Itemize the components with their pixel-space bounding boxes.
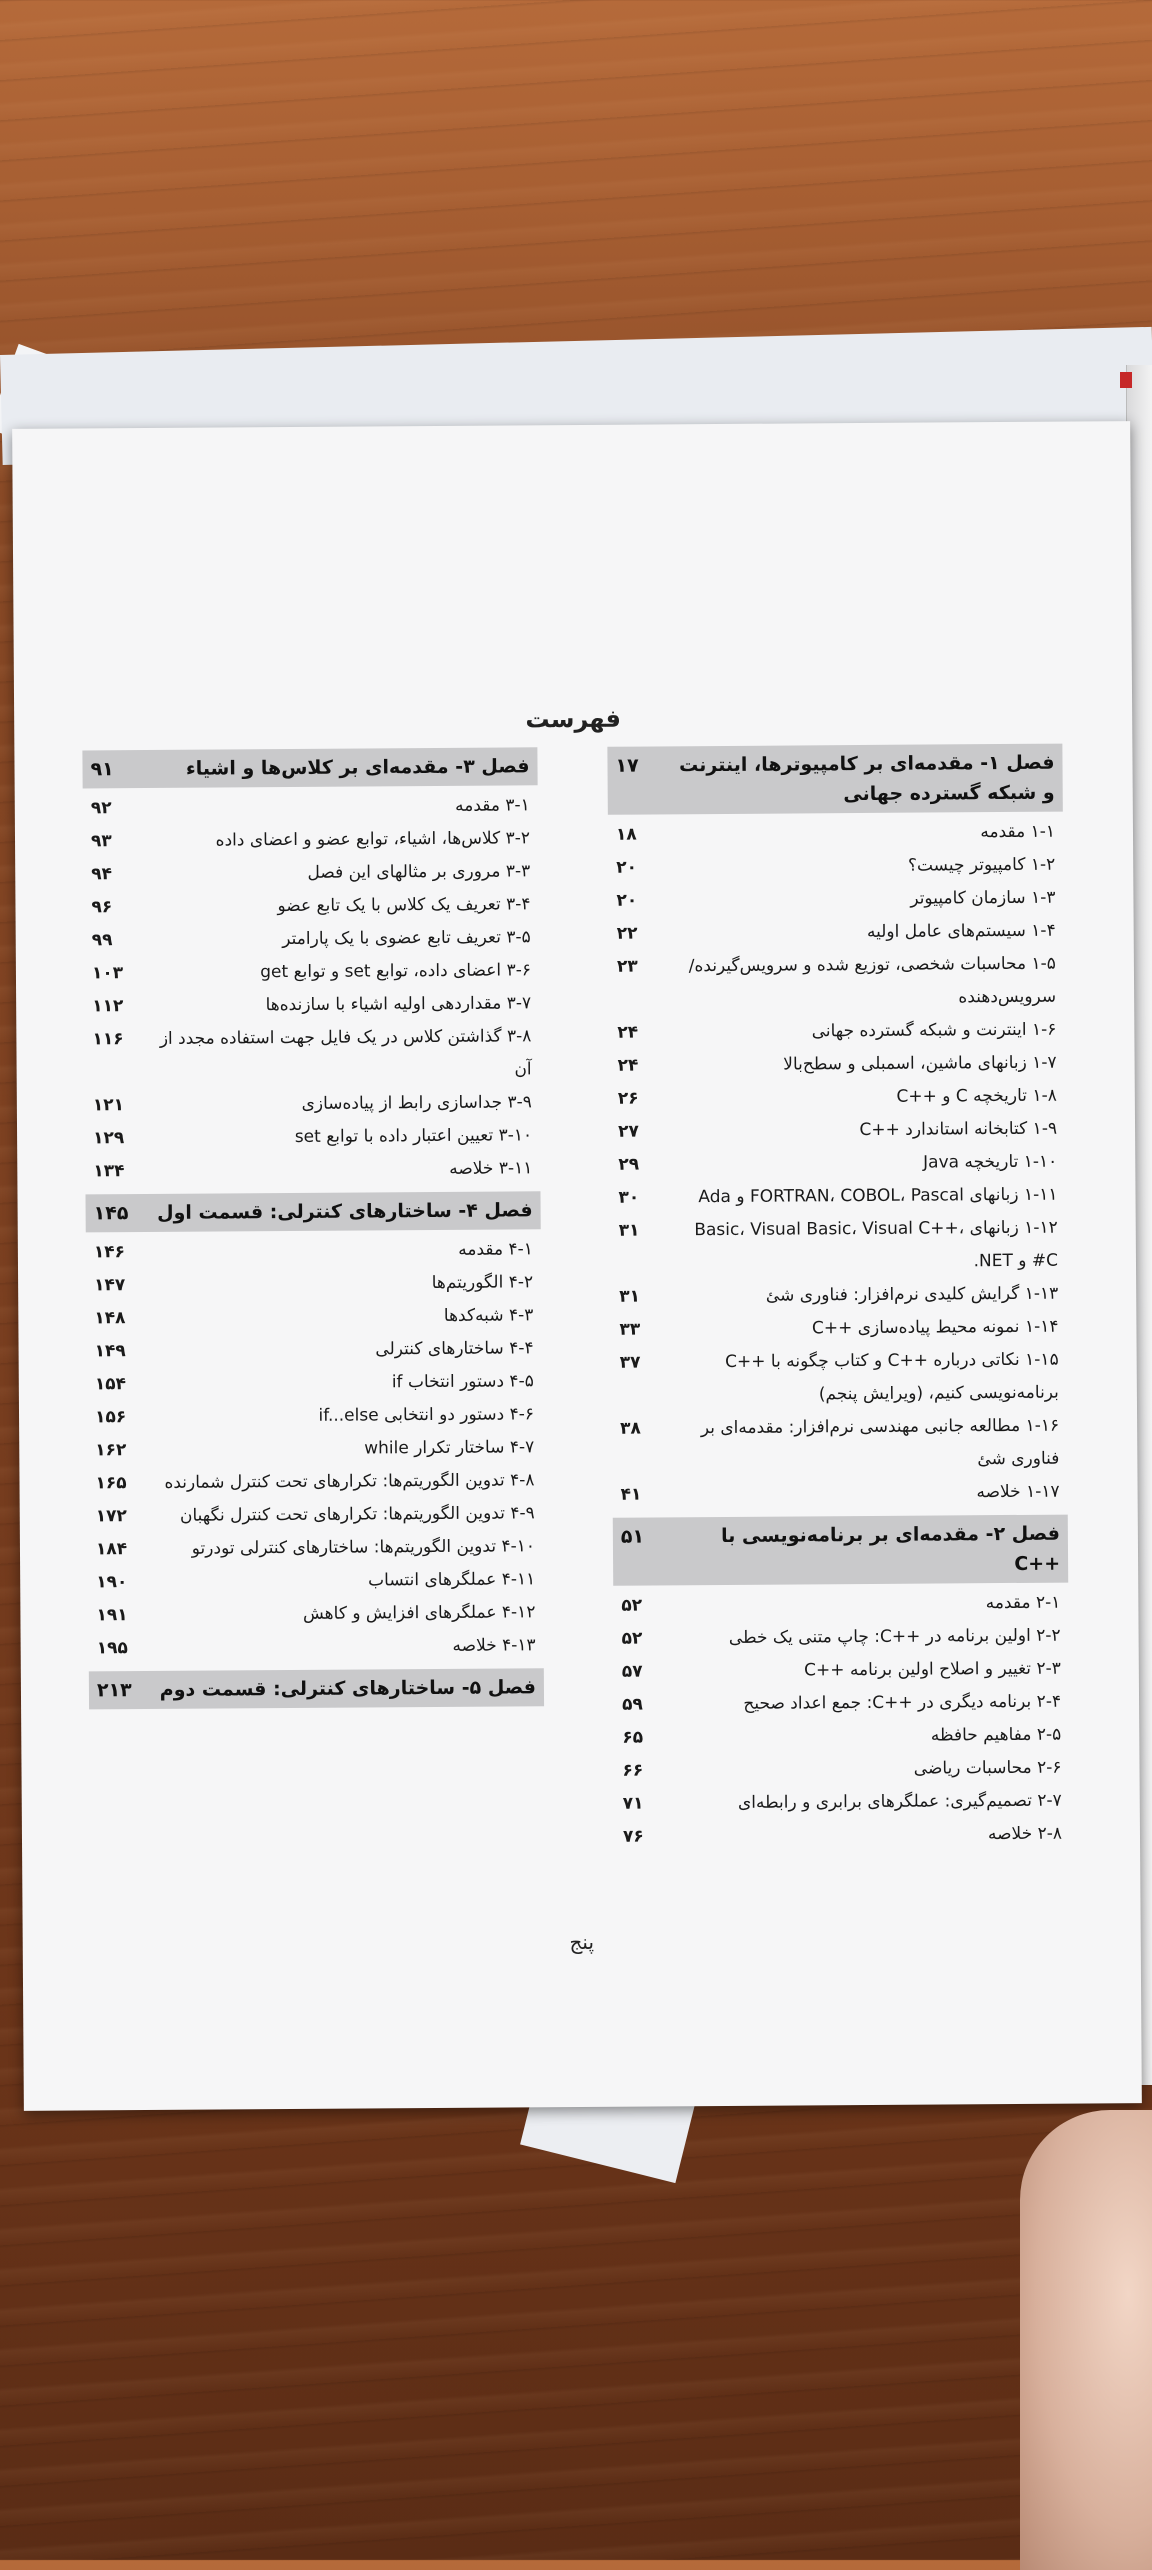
toc-entry-page: ۲۴	[617, 1055, 639, 1076]
toc-entry-page: ۱۳۴	[93, 1161, 125, 1182]
toc-entry-page: ۱۴۵	[93, 1202, 129, 1225]
toc-entry-title: ۳-۱۰ تعیین اعتبار داده با توابع set	[294, 1125, 533, 1147]
toc-entry-page: ۵۲	[621, 1595, 643, 1616]
toc-entry-title: فصل ۳- مقدمه‌ای بر کلاس‌ها و اشیاء	[185, 755, 530, 780]
toc-entry	[612, 1476, 1067, 1512]
toc-entry-title: ۳-۹ جداسازی رابط از پیاده‌سازی	[301, 1092, 532, 1114]
toc-entry-page: ۹۲	[90, 798, 112, 819]
toc-entry	[85, 1152, 540, 1188]
toc-entry-title: ۱-۱۳ گرایش کلیدی نرم‌افزار: فناوری شئ	[765, 1283, 1059, 1306]
toc-entry-page: ۲۰	[616, 857, 638, 878]
toc-entry-page: ۱۵۶	[94, 1407, 127, 1428]
toc-page	[12, 421, 1142, 2111]
toc-entry-page: ۱۸	[615, 824, 637, 845]
toc-entry	[614, 1653, 1069, 1689]
toc-entry-title: ۲-۷ تصمیم‌گیری: عملگرهای برابری و رابطه‌ای	[737, 1790, 1062, 1813]
finger	[1020, 2110, 1152, 2570]
toc-entry-title: ۴-۱ مقدمه	[458, 1239, 533, 1260]
toc-entry-title: ۱-۲ کامپیوتر چیست؟	[907, 854, 1056, 876]
toc-entry	[611, 1212, 1066, 1281]
toc-entry-page: ۵۱	[620, 1525, 645, 1548]
toc-chapter-heading	[85, 1191, 540, 1232]
toc-entry-title: ۱-۱۵ نکاتی درباره ++C و کتاب چگونه با ++C برنامه‌نویسی کنیم، (ویرایش پنجم)	[725, 1349, 1059, 1405]
toc-entry-page: ۲۴	[617, 1022, 639, 1043]
toc-entry	[84, 1020, 539, 1089]
toc-column-right	[607, 738, 1070, 1854]
toc-entry-page: ۹۶	[91, 897, 113, 918]
toc-entry-page: ۱۵۴	[94, 1374, 127, 1395]
toc-entry-title: فصل ۴- ساختارهای کنترلی: قسمت اول	[156, 1199, 533, 1224]
toc-entry	[83, 855, 538, 891]
toc-entry-page: ۲۰	[616, 890, 638, 911]
toc-entry-page: ۲۳	[616, 956, 638, 977]
toc-entry-title: ۱-۳ سازمان کامپیوتر	[910, 887, 1056, 909]
toc-entry-title: فصل ۲- مقدمه‌ای بر برنامه‌نویسی با ++C	[720, 1522, 1061, 1575]
toc-entry-title: ۴-۹ تدوین الگوریتم‌ها: تکرارهای تحت کنترل نگهبان	[179, 1503, 535, 1526]
toc-entry	[615, 1785, 1070, 1821]
toc-entry-page: ۲۲	[616, 923, 638, 944]
toc-entry-title: فصل ۱- مقدمه‌ای بر کامپیوترها، اینترنت و شبکه گسترده جهانی	[679, 751, 1055, 806]
toc-entry-title: ۴-۴ ساختارهای کنترلی	[375, 1338, 534, 1360]
toc-entry-title: ۴-۱۱ عملگرهای انتساب	[368, 1569, 536, 1591]
toc-entry-title: ۴-۵ دستور انتخاب if	[391, 1371, 534, 1393]
toc-entry-page: ۱۲۹	[93, 1128, 125, 1149]
toc-entry	[86, 1233, 541, 1269]
toc-entry-page: ۲۶	[617, 1088, 639, 1109]
toc-entry-page: ۱۹۱	[96, 1605, 128, 1626]
toc-entry-page: ۹۴	[91, 864, 113, 885]
toc-entry-title: ۴-۱۳ خلاصه	[452, 1635, 536, 1656]
toc-entry-title: ۳-۳ مروری بر مثالهای این فصل	[307, 861, 531, 883]
toc-entry-page: ۱۶۵	[95, 1473, 127, 1494]
toc-entry-title: ۱-۱ مقدمه	[980, 821, 1056, 843]
toc-entry-title: ۱-۷ زبانهای ماشین، اسمبلی و سطح‌بالا	[783, 1052, 1057, 1075]
toc-entry-title: ۱-۴ سیستم‌های عامل اولیه	[866, 920, 1056, 942]
toc-entry-title: ۳-۱ مقدمه	[455, 795, 530, 816]
toc-entry-page: ۹۱	[90, 758, 114, 781]
toc-entry-title: ۳-۸ گذاشتن کلاس در یک فایل جهت استفاده مجدد از آن	[159, 1026, 532, 1080]
toc-entry	[84, 987, 539, 1023]
toc-entry-title: ۴-۱۰ تدوین الگوریتم‌ها: ساختارهای کنترلی تودرتو	[191, 1536, 536, 1559]
toc-chapter-heading	[613, 1515, 1068, 1586]
toc-entry-page: ۱۹۰	[96, 1572, 128, 1593]
toc-entry	[609, 1047, 1064, 1083]
toc-entry-title: ۳-۱۱ خلاصه	[449, 1158, 533, 1179]
toc-entry	[608, 849, 1063, 885]
toc-entry-title: ۳-۷ مقداردهی اولیه اشیاء با سازنده‌ها	[265, 993, 532, 1016]
toc-entry-page: ۳۰	[618, 1187, 640, 1208]
toc-entry	[83, 822, 538, 858]
toc-entry-title: ۲-۲ اولین برنامه در ++C: چاپ متنی یک خطی	[728, 1625, 1061, 1648]
toc-entry-page: ۱۶۲	[95, 1440, 127, 1461]
toc-entry-page: ۷۱	[622, 1793, 644, 1814]
toc-entry-title: ۴-۲ الگوریتم‌ها	[431, 1272, 534, 1294]
toc-entry-title: ۱-۱۱ زبانهای FORTRAN، COBOL، Pascal و Ada	[698, 1184, 1058, 1208]
toc-entry	[87, 1431, 542, 1467]
toc-entry	[83, 888, 538, 924]
toc-entry	[88, 1563, 543, 1599]
toc-entry-title: ۲-۵ مفاهیم حافظه	[930, 1724, 1062, 1746]
toc-entry	[609, 1014, 1064, 1050]
toc-entry-title: ۴-۷ ساختار تکرار while	[364, 1437, 535, 1459]
page-title: فهرست	[525, 704, 622, 734]
toc-entry-page: ۳۱	[618, 1220, 640, 1241]
toc-entry-page: ۱۷۲	[95, 1506, 127, 1527]
toc-entry-page: ۹۹	[91, 930, 113, 951]
toc-entry-title: فصل ۵- ساختارهای کنترلی: قسمت دوم	[159, 1676, 537, 1701]
toc-entry-page: ۱۴۷	[94, 1275, 126, 1296]
toc-entry-title: ۱-۱۰ تاریخچه Java	[923, 1151, 1058, 1173]
toc-entry-title: ۱-۵ محاسبات شخصی، توزیع شده و سرویس‌گیرنده/سرویس‌دهنده	[688, 953, 1057, 1008]
toc-entry-page: ۳۷	[619, 1352, 641, 1373]
toc-entry-page: ۲۱۳	[96, 1679, 132, 1702]
toc-column-left	[82, 741, 544, 1713]
toc-entry-title: ۳-۴ تعریف یک کلاس با یک تابع عضو	[277, 894, 531, 917]
toc-entry-page: ۱۸۴	[95, 1539, 128, 1560]
toc-entry-page: ۴۱	[620, 1484, 642, 1505]
toc-entry	[611, 1311, 1066, 1347]
toc-entry-page: ۹۳	[90, 831, 112, 852]
toc-entry	[611, 1278, 1066, 1314]
toc-entry-page: ۵۹	[621, 1694, 643, 1715]
toc-entry-page: ۱۱۶	[92, 1029, 124, 1050]
toc-entry	[87, 1365, 542, 1401]
toc-entry-page: ۱۷	[615, 754, 639, 777]
toc-entry-page: ۱۴۶	[93, 1242, 126, 1263]
toc-entry	[614, 1752, 1069, 1788]
toc-chapter-heading	[82, 747, 537, 788]
toc-entry-page: ۵۷	[621, 1661, 643, 1682]
toc-entry	[85, 1119, 540, 1155]
toc-entry	[608, 882, 1063, 918]
toc-entry-title: ۲-۳ تغییر و اصلاح اولین برنامه ++C	[804, 1658, 1061, 1681]
toc-chapter-heading	[607, 744, 1062, 815]
toc-entry	[86, 1266, 541, 1302]
toc-entry-title: ۲-۱ مقدمه	[985, 1592, 1061, 1614]
toc-entry	[608, 816, 1063, 852]
toc-entry	[612, 1344, 1067, 1413]
toc-entry-page: ۳۱	[619, 1286, 641, 1307]
toc-entry	[609, 948, 1064, 1017]
toc-entry-title: ۲-۸ خلاصه	[987, 1823, 1063, 1845]
toc-entry	[85, 1086, 540, 1122]
spine-mark	[1120, 372, 1132, 388]
toc-entry-title: ۱-۱۲ زبانهای Basic، Visual Basic، Visual C++، C# و NET.	[694, 1217, 1059, 1272]
toc-entry	[87, 1464, 542, 1500]
toc-entry	[88, 1497, 543, 1533]
toc-chapter-heading	[89, 1668, 544, 1709]
toc-entry	[614, 1719, 1069, 1755]
toc-entry-page: ۲۷	[617, 1121, 639, 1142]
toc-entry-title: ۲-۶ محاسبات ریاضی	[913, 1757, 1062, 1779]
toc-entry-page: ۵۲	[621, 1628, 643, 1649]
toc-entry	[614, 1686, 1069, 1722]
toc-entry	[86, 1299, 541, 1335]
toc-entry-title: ۱-۱۴ نمونه محیط پیاده‌سازی ++C	[811, 1316, 1059, 1339]
toc-entry-title: ۱-۶ اینترنت و شبکه گسترده جهانی	[811, 1019, 1057, 1042]
toc-entry-title: ۳-۲ کلاس‌ها، اشیاء، توابع عضو و اعضای داده	[215, 828, 531, 851]
toc-entry-title: ۴-۳ شبه‌کدها	[443, 1305, 534, 1326]
toc-entry	[610, 1146, 1065, 1182]
toc-entry	[610, 1080, 1065, 1116]
toc-entry	[613, 1587, 1068, 1623]
toc-entry-page: ۱۱۲	[92, 996, 124, 1017]
toc-entry	[610, 1113, 1065, 1149]
toc-entry	[86, 1332, 541, 1368]
toc-entry-page: ۱۴۸	[94, 1308, 126, 1329]
toc-entry-page: ۷۶	[622, 1826, 644, 1847]
toc-entry-page: ۳۳	[619, 1319, 641, 1340]
toc-entry	[613, 1620, 1068, 1656]
toc-entry	[88, 1596, 543, 1632]
toc-entry-page: ۳۸	[620, 1418, 641, 1439]
toc-entry-title: ۱-۱۶ مطالعه جانبی مهندسی نرم‌افزار: مقدمه‌ای بر فناوری شئ	[700, 1415, 1060, 1470]
page-footer: پنج	[569, 1929, 595, 1955]
toc-entry-title: ۴-۸ تدوین الگوریتم‌ها: تکرارهای تحت کنترل شمارنده	[164, 1470, 535, 1493]
toc-entry-title: ۲-۴ برنامه دیگری در ++C: جمع اعداد صحیح	[743, 1691, 1062, 1714]
toc-entry-page: ۱۹۵	[96, 1638, 128, 1659]
toc-entry	[83, 789, 538, 825]
toc-entry	[84, 954, 539, 990]
toc-entry-page: ۶۶	[622, 1760, 644, 1781]
toc-entry	[88, 1530, 543, 1566]
toc-entry-title: ۳-۵ تعریف تابع عضوی با یک پارامتر	[282, 927, 531, 950]
toc-entry-title: ۳-۶ اعضای داده، توابع set و توابع get	[260, 960, 532, 983]
toc-entry-title: ۱-۹ کتابخانه استاندارد ++C	[859, 1118, 1058, 1141]
toc-entry	[87, 1398, 542, 1434]
toc-entry	[610, 1179, 1065, 1215]
toc-entry-title: ۴-۱۲ عملگرهای افزایش و کاهش	[302, 1602, 536, 1624]
toc-entry	[615, 1818, 1070, 1854]
toc-entry-page: ۱۴۹	[94, 1341, 126, 1362]
toc-entry	[84, 921, 539, 957]
toc-entry-title: ۱-۱۷ خلاصه	[976, 1481, 1060, 1503]
toc-entry-title: ۱-۸ تاریخچه C و ++C	[896, 1085, 1057, 1107]
toc-entry-page: ۲۹	[618, 1154, 640, 1175]
toc-entry	[612, 1410, 1067, 1479]
toc-entry-title: ۴-۶ دستور دو انتخابی if...else	[318, 1404, 535, 1426]
toc-entry	[609, 915, 1064, 951]
toc-entry-page: ۱۲۱	[92, 1095, 125, 1116]
toc-entry-page: ۱۰۳	[91, 963, 124, 984]
toc-entry	[89, 1629, 544, 1665]
toc-entry-page: ۶۵	[622, 1727, 644, 1748]
